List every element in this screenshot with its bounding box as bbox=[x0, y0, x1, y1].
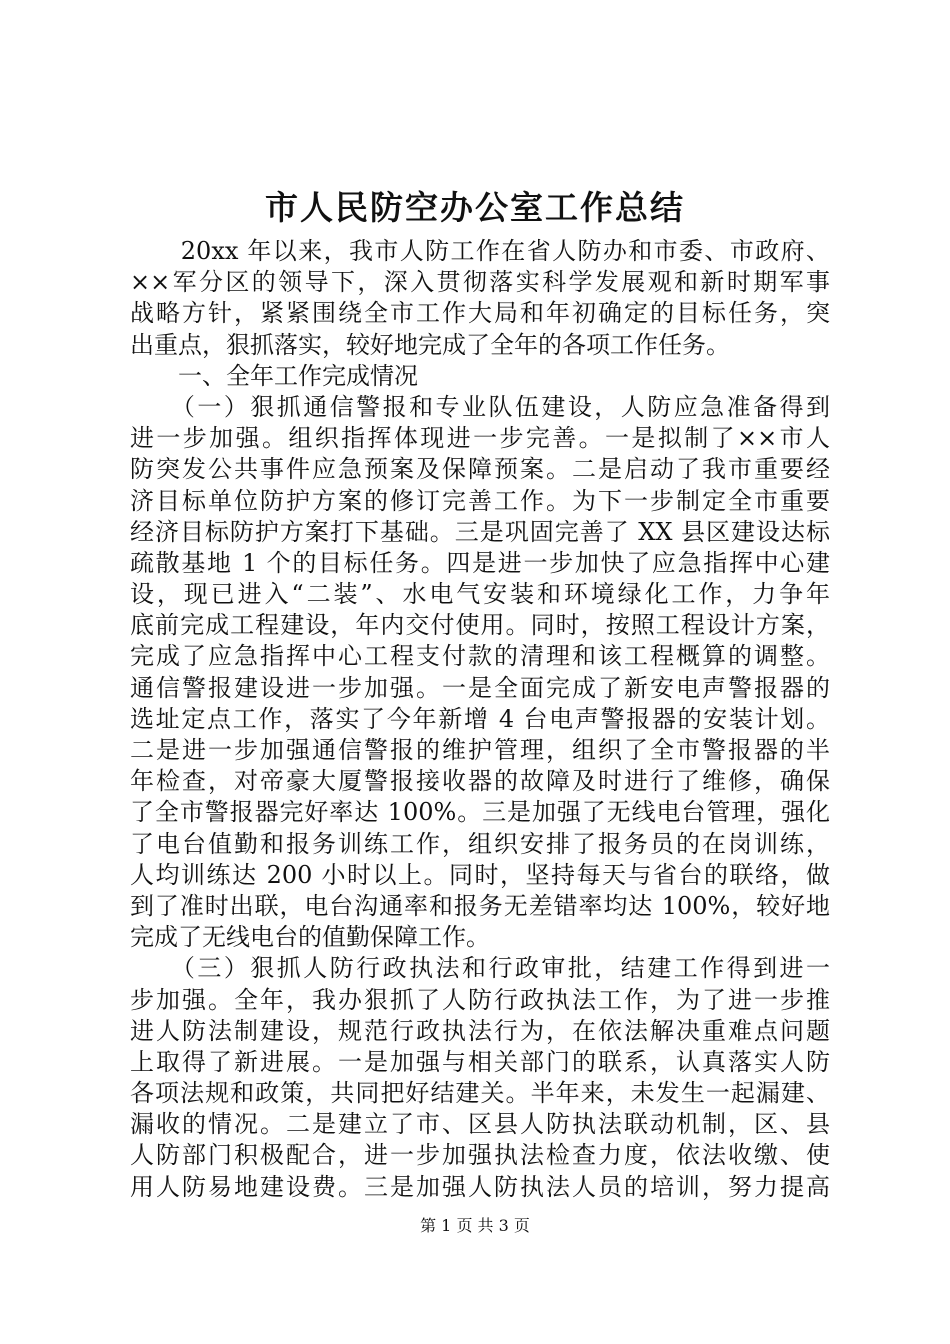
text-line: 二是进一步加强通信警报的维护管理，组织了全市警报器的半 bbox=[130, 736, 830, 764]
text-line: 了全市警报器完好率达 100%。三是加强了无线电台管理，强化 bbox=[130, 798, 830, 827]
text-line: （三）狠抓人防行政执法和行政审批，结建工作得到进一 bbox=[130, 954, 830, 983]
text-line: 用人防易地建设费。三是加强人防执法人员的培训，努力提高 bbox=[130, 1172, 830, 1201]
text-line: 选址定点工作，落实了今年新增 4 台电声警报器的安装计划。 bbox=[130, 704, 830, 733]
text-line: 战略方针，紧紧围绕全市工作大局和年初确定的目标任务，突 bbox=[130, 299, 830, 328]
document-body bbox=[130, 236, 830, 1203]
document-title: 市人民防空办公室工作总结 bbox=[265, 188, 685, 227]
page-footer: 第 1 页 共 3 页 bbox=[420, 1216, 530, 1235]
text-line: 了电台值勤和报务训练工作，组织安排了报务员的在岗训练， bbox=[130, 829, 830, 858]
text-line: 完成了应急指挥中心工程支付款的清理和该工程概算的调整。 bbox=[130, 642, 830, 671]
text-line: 底前完成工程建设，年内交付使用。同时，按照工程设计方案， bbox=[130, 611, 830, 640]
text-line: 人均训练达 200 小时以上。同时，坚持每天与省台的联络，做 bbox=[130, 860, 830, 889]
text-line: 人防部门积极配合，进一步加强执法检查力度，依法收缴、使 bbox=[130, 1141, 830, 1170]
text-line: 济目标单位防护方案的修订完善工作。为下一步制定全市重要 bbox=[130, 486, 830, 515]
text-line: 步加强。全年，我办狠抓了人防行政执法工作，为了进一步推 bbox=[130, 985, 830, 1014]
text-line: 通信警报建设进一步加强。一是全面完成了新安电声警报器的 bbox=[130, 673, 830, 702]
text-line: 年检查，对帝豪大厦警报接收器的故障及时进行了维修，确保 bbox=[130, 767, 830, 796]
text-line: 上取得了新进展。一是加强与相关部门的联系，认真落实人防 bbox=[130, 1047, 830, 1076]
text-line: （一）狠抓通信警报和专业队伍建设，人防应急准备得到 bbox=[130, 392, 830, 421]
text-line: 20xx 年以来，我市人防工作在省人防办和市委、市政府、 bbox=[130, 237, 830, 265]
text-line: 出重点，狠抓落实，较好地完成了全年的各项工作任务。 bbox=[130, 330, 730, 359]
text-line: ××军分区的领导下，深入贯彻落实科学发展观和新时期军事 bbox=[130, 268, 830, 297]
text-line: 防突发公共事件应急预案及保障预案。二是启动了我市重要经 bbox=[130, 455, 830, 484]
text-line: 漏收的情况。二是建立了市、区县人防执法联动机制，区、县 bbox=[130, 1110, 830, 1139]
text-line: 完成了无线电台的值勤保障工作。 bbox=[130, 923, 490, 952]
text-line: 进人防法制建设，规范行政执法行为，在依法解决重难点问题 bbox=[130, 1016, 830, 1045]
text-line: 经济目标防护方案打下基础。三是巩固完善了 XX 县区建设达标 bbox=[130, 517, 830, 546]
text-line: 进一步加强。组织指挥体现进一步完善。一是拟制了××市人 bbox=[130, 424, 830, 453]
text-line: 设，现已进入“二装”、水电气安装和环境绿化工作，力争年 bbox=[130, 580, 830, 609]
text-line: 到了准时出联，电台沟通率和报务无差错率均达 100%，较好地 bbox=[130, 891, 830, 920]
text-line: 一、全年工作完成情况 bbox=[130, 361, 418, 390]
text-line: 疏散基地 1 个的目标任务。四是进一步加快了应急指挥中心建 bbox=[130, 548, 830, 577]
text-line: 各项法规和政策，共同把好结建关。半年来，未发生一起漏建、 bbox=[130, 1079, 830, 1108]
